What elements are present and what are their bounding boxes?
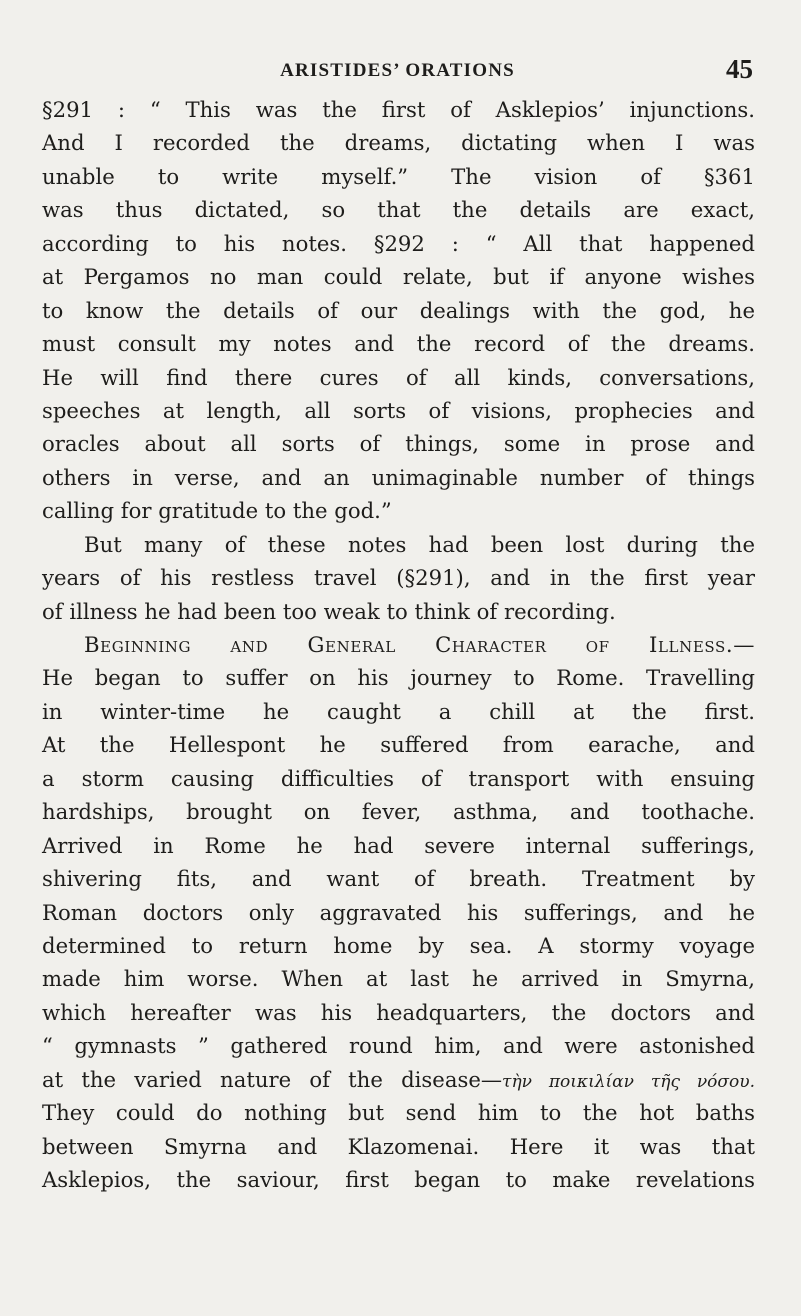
greek-phrase: τὴν ποικιλίαν τῆς νόσου. xyxy=(502,1071,755,1092)
text-line: Arrived in Rome he had severe internal sufferings, xyxy=(42,832,755,858)
section-heading-line xyxy=(42,628,755,661)
text-line: He will find there cures of all kinds, conversations, xyxy=(42,364,755,390)
text-line-with-greek xyxy=(42,1063,755,1096)
paragraph-notes-lost xyxy=(42,528,755,628)
text-line: They could do nothing but send him to the hot baths xyxy=(42,1100,755,1126)
text-line: And I recorded the dreams, dictating when I was xyxy=(42,130,755,156)
text-line: unable to write myself.” The vision of §361 xyxy=(42,163,755,189)
text-line: oracles about all sorts of things, some in prose and xyxy=(42,431,755,457)
text-line: speeches at length, all sorts of visions, prophecies and xyxy=(42,397,755,423)
text-line: determined to return home by sea. A stormy voyage xyxy=(42,932,755,958)
text-line: of illness he had been too weak to think of recording. xyxy=(42,598,616,624)
text-line: made him worse. When at last he arrived in Smyrna, xyxy=(42,966,755,992)
text-line: §291 : “ This was the first of Asklepios’ injunctions. xyxy=(42,97,755,122)
text-line: But many of these notes had been lost during the xyxy=(84,531,755,557)
text-line: which hereafter was his headquarters, the doctors and xyxy=(42,999,755,1025)
text-line: must consult my notes and the record of the dreams. xyxy=(42,331,755,357)
text-line: according to his notes. §292 : “ All that happened xyxy=(42,230,755,256)
text-line: calling for gratitude to the god.” xyxy=(42,498,392,524)
section-beginning-of-illness xyxy=(42,628,755,1196)
text-line: He began to suffer on his journey to Rome. Travelling xyxy=(42,665,755,691)
text-line: Asklepios, the saviour, first began to make revelations xyxy=(42,1167,755,1192)
text-line: “ gymnasts ” gathered round him, and were astonished xyxy=(42,1033,755,1059)
paragraph-quotation xyxy=(42,93,755,528)
text-line: Roman doctors only aggravated his sufferings, and he xyxy=(42,899,755,925)
text-line: others in verse, and an unimaginable number of things xyxy=(42,464,755,490)
page-number: 45 xyxy=(726,54,753,84)
text-line: a storm causing difficulties of transport with ensuing xyxy=(42,765,755,791)
text-line: was thus dictated, so that the details are exact, xyxy=(42,197,755,223)
page-header xyxy=(42,54,753,92)
body-text xyxy=(42,93,755,1196)
text-line: years of his restless travel (§291), and in the first year xyxy=(42,565,755,591)
text-line: At the Hellespont he suffered from earache, and xyxy=(42,732,755,758)
running-head: ARISTIDES’ ORATIONS xyxy=(280,60,515,81)
text-line: at Pergamos no man could relate, but if anyone wishes xyxy=(42,264,755,290)
text-line: to know the details of our dealings with the god, he xyxy=(42,297,755,323)
text-line: hardships, brought on fever, asthma, and toothache. xyxy=(42,799,755,825)
text-line: shivering fits, and want of breath. Treatment by xyxy=(42,866,755,892)
text-line: in winter-time he caught a chill at the first. xyxy=(42,698,755,724)
greek-line-prefix: at the varied nature of the disease— xyxy=(42,1066,503,1092)
section-heading: Beginning and General Character of Illness.— xyxy=(84,632,755,657)
text-line: between Smyrna and Klazomenai. Here it was that xyxy=(42,1133,755,1159)
